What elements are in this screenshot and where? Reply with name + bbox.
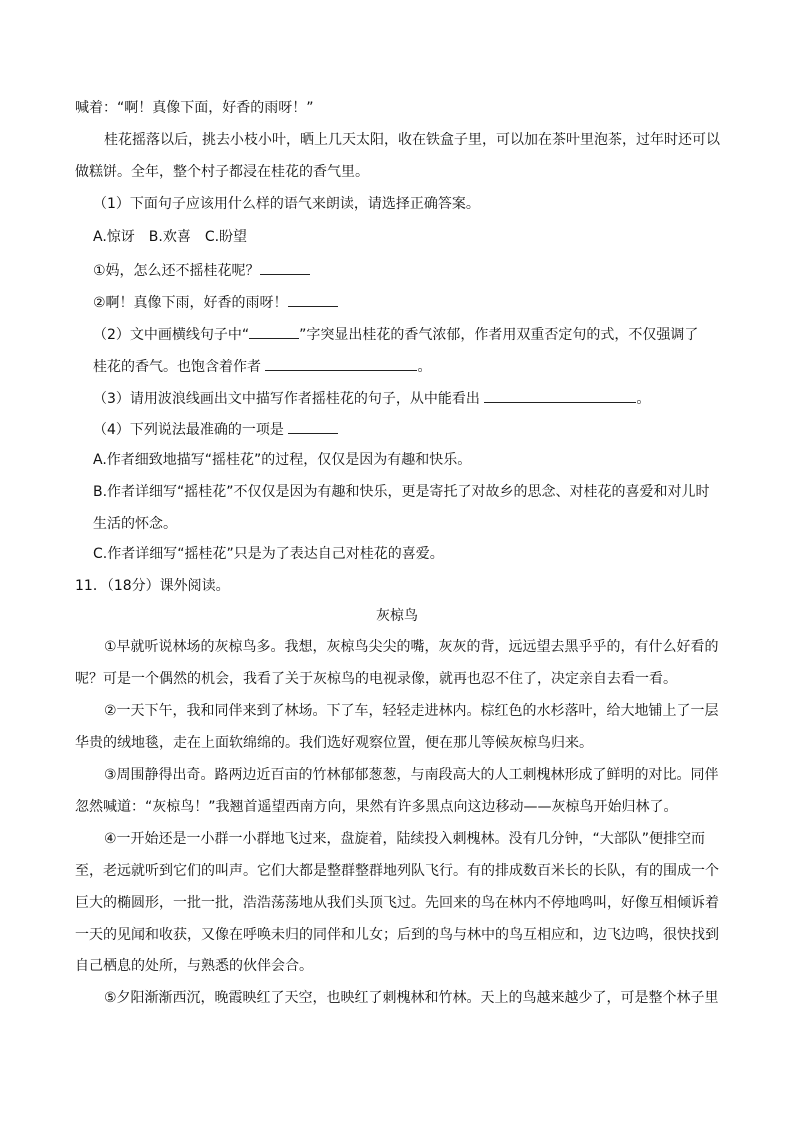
question-stem: （1）下面句子应该用什么样的语气来朗读，请选择正确答案。 xyxy=(93,196,480,212)
answer-option-b-cont: 生活的怀念。 xyxy=(93,516,177,532)
article-line: ③周围静得出奇。路两边近百亩的竹林郁郁葱葱，与南段高大的人工刺槐林形成了鲜明的对比。同伴 xyxy=(104,767,719,783)
answer-blank[interactable] xyxy=(288,291,338,307)
answer-options: A.惊讶 B.欢喜 C.盼望 xyxy=(93,229,248,245)
answer-blank[interactable] xyxy=(249,323,299,339)
article-line: 至，老远就听到它们的叫声。它们大都是整群整群地列队飞行。有的排成数百米长的长队，有的围成一个 xyxy=(75,863,719,879)
answer-blank[interactable] xyxy=(288,418,338,434)
article-line: ⑤夕阳渐渐西沉，晚霞映红了天空，也映红了刺槐林和竹林。天上的鸟越来越少了，可是整个林子里 xyxy=(104,990,719,1006)
question-text: 桂花的香气。也饱含着作者 xyxy=(93,359,261,375)
article-line: 忽然喊道：“灰椋鸟！”我翘首遥望西南方向，果然有许多黑点向这边移动——灰椋鸟开始归林了。 xyxy=(75,799,678,815)
question-stem xyxy=(93,323,698,345)
question-stem xyxy=(93,387,650,409)
article-line: 自己栖息的处所，与熟悉的伙伴会合。 xyxy=(75,958,313,974)
article-line: 一天的见闻和收获，又像在呼唤未归的同伴和儿女；后到的鸟与林中的鸟互相应和，边飞边鸣，很快找到 xyxy=(75,927,719,943)
answer-blank[interactable] xyxy=(265,355,417,371)
question-text: （4）下列说法最准确的一项是 xyxy=(93,422,284,438)
question-text: 。 xyxy=(417,359,432,375)
question-item xyxy=(93,259,310,281)
question-item xyxy=(93,291,338,313)
article-line: ④一开始还是一小群一小群地飞过来，盘旋着，陆续投入刺槐林。没有几分钟，“大部队”便排空而 xyxy=(104,831,706,847)
question-stem xyxy=(93,355,431,377)
question-stem xyxy=(93,418,338,440)
answer-option-b: B.作者详细写“摇桂花”不仅仅是因为有趣和快乐，更是寄托了对故乡的思念、对桂花的喜爱和对儿时 xyxy=(93,484,710,500)
passage-line: 桂花摇落以后，挑去小枝小叶，晒上几天太阳，收在铁盒子里，可以加在茶叶里泡茶，过年时还可以 xyxy=(104,132,720,148)
question-text: 。 xyxy=(636,391,651,407)
answer-blank[interactable] xyxy=(484,387,636,403)
passage-line: 喊着：“啊！真像下面，好香的雨呀！” xyxy=(75,100,314,116)
question-text: （2）文中画横线句子中“ xyxy=(93,327,250,343)
question-item-text: ①妈，怎么还不摇桂花呢？ xyxy=(93,263,260,279)
article-title: 灰椋鸟 xyxy=(376,608,418,624)
article-line: 华贵的绒地毯，走在上面软绵绵的。我们选好观察位置，便在那儿等候灰椋鸟归来。 xyxy=(75,735,593,751)
question-text: ”字突显出桂花的香气浓郁，作者用双重否定句的式，不仅强调了 xyxy=(299,327,699,343)
question-heading: 11．（18分）课外阅读。 xyxy=(75,578,230,594)
question-text: （3）请用波浪线画出文中描写作者摇桂花的句子，从中能看出 xyxy=(93,391,480,407)
question-item-text: ②啊！真像下雨，好香的雨呀！ xyxy=(93,295,288,311)
answer-option-c: C.作者详细写“摇桂花”只是为了表达自己对桂花的喜爱。 xyxy=(93,546,444,562)
answer-option-a: A.作者细致地描写“摇桂花”的过程，仅仅是因为有趣和快乐。 xyxy=(93,452,472,468)
answer-blank[interactable] xyxy=(260,259,310,275)
article-line: 巨大的椭圆形，一批一批，浩浩荡荡地从我们头顶飞过。先回来的鸟在林内不停地鸣叫，好像互相倾诉着 xyxy=(75,895,719,911)
passage-line: 做糕饼。全年，整个村子都浸在桂花的香气里。 xyxy=(75,164,369,180)
article-line: 呢？可是一个偶然的机会，我看了关于灰椋鸟的电视录像，就再也忍不住了，决定亲自去看一看。 xyxy=(75,671,677,687)
article-line: ①早就听说林场的灰椋鸟多。我想，灰椋鸟尖尖的嘴，灰灰的背，远远望去黑乎乎的，有什么好看的 xyxy=(104,639,719,655)
article-line: ②一天下午，我和同伴来到了林场。下了车，轻轻走进林内。棕红色的水杉落叶，给大地铺上了一层 xyxy=(104,703,719,719)
